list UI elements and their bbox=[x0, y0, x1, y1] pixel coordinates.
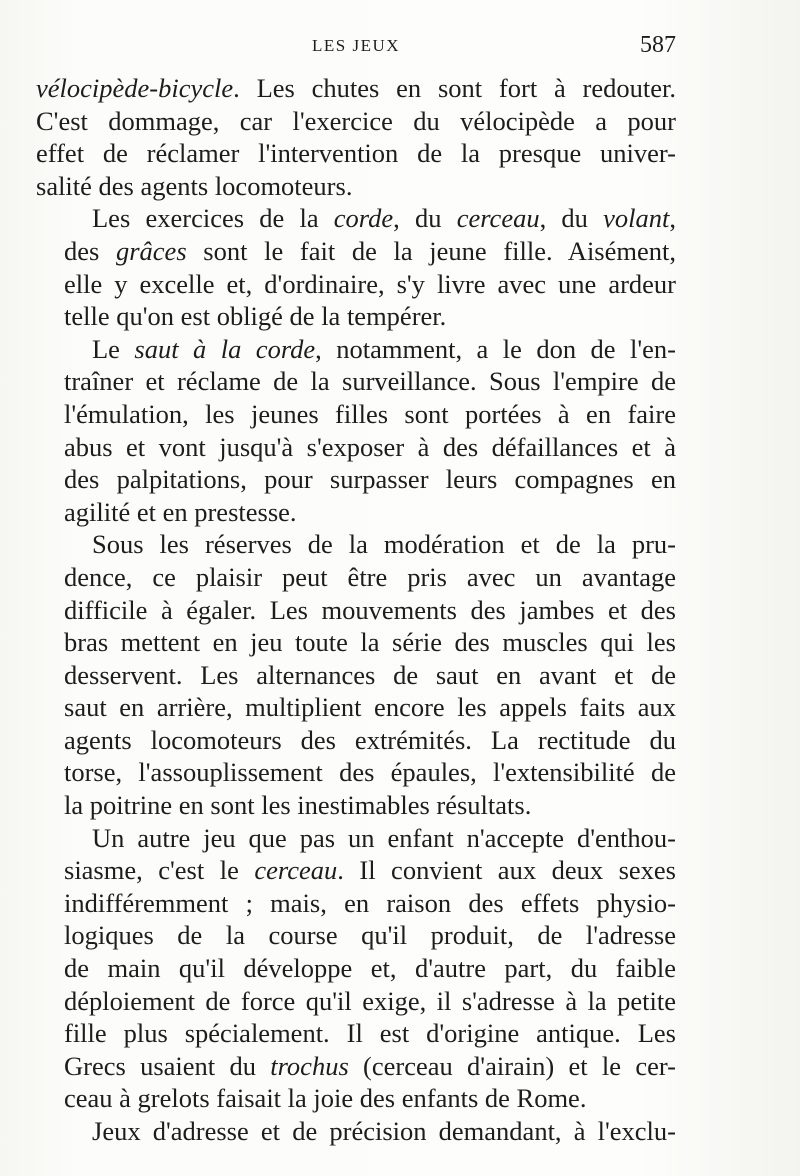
text-run: la poitrine en sont les inestimables résultats. bbox=[64, 790, 532, 821]
italic-text: vélocipède-bicycle bbox=[36, 73, 234, 103]
text-run: Le bbox=[92, 333, 135, 364]
text-line bbox=[36, 1050, 676, 1083]
text-run: Jeux d'adresse et de précision demandant, à l'exclu- bbox=[92, 1116, 676, 1146]
text-run: abus et vont jusqu'à s'exposer à des défaillances et à bbox=[64, 431, 676, 462]
text-run: fille plus spécialement. Il est d'origine antique. Les bbox=[64, 1018, 676, 1049]
page-number: 587 bbox=[640, 32, 676, 58]
text-run: des bbox=[64, 235, 116, 266]
text-line bbox=[36, 626, 676, 659]
italic-text: volant bbox=[603, 203, 670, 234]
text-run: l'émulation, les jeunes filles sont portées à en faire bbox=[64, 398, 676, 429]
text-line bbox=[36, 398, 676, 431]
text-line bbox=[36, 72, 676, 105]
text-line bbox=[36, 235, 676, 268]
text-line bbox=[36, 137, 676, 170]
text-run: telle qu'on est obligé de la tempérer. bbox=[64, 301, 447, 332]
text-line bbox=[36, 528, 676, 561]
paragraph bbox=[36, 528, 676, 821]
paragraph bbox=[36, 333, 676, 529]
text-line bbox=[36, 789, 676, 822]
italic-text: corde bbox=[333, 203, 394, 234]
paragraph bbox=[36, 822, 676, 1115]
text-run: saut en arrière, multiplient encore les appels faits aux bbox=[64, 692, 676, 723]
text-line bbox=[36, 333, 676, 366]
text-run: salité des agents locomoteurs. bbox=[36, 170, 353, 201]
paragraph bbox=[36, 202, 676, 332]
italic-text: saut à la corde bbox=[134, 333, 316, 364]
text-run: Grecs usaient du bbox=[64, 1050, 271, 1081]
text-run: agents locomoteurs des extrémités. La rectitude du bbox=[64, 724, 676, 755]
text-line bbox=[36, 822, 676, 855]
text-run: siasme, c'est le bbox=[64, 855, 255, 886]
paragraph bbox=[36, 1115, 676, 1148]
text-line bbox=[36, 854, 676, 887]
text-run: traîner et réclame de la surveillance. Sous l'empire de bbox=[64, 366, 676, 397]
text-line bbox=[36, 365, 676, 398]
text-run: . Il convient aux deux sexes bbox=[337, 855, 676, 886]
text-run: (cerceau d'airain) et le cer- bbox=[348, 1050, 676, 1081]
italic-text: grâces bbox=[115, 235, 187, 266]
text-run: des palpitations, pour surpasser leurs compagnes en bbox=[64, 464, 676, 495]
text-run: sont le fait de la jeune fille. Aisément, bbox=[186, 235, 676, 266]
text-run: difficile à égaler. Les mouvements des jambes et des bbox=[64, 594, 676, 625]
text-run: de main qu'il développe et, d'autre part, du faible bbox=[64, 953, 676, 984]
text-line bbox=[36, 594, 676, 627]
page-header bbox=[36, 34, 676, 60]
text-run: C'est dommage, car l'exercice du vélocipède a pour bbox=[36, 105, 676, 136]
text-line bbox=[36, 300, 676, 333]
text-line bbox=[36, 691, 676, 724]
text-run: indifféremment ; mais, en raison des effets physio- bbox=[64, 887, 676, 918]
text-line bbox=[36, 919, 676, 952]
italic-text: cerceau bbox=[456, 203, 540, 234]
text-line bbox=[36, 1115, 676, 1148]
text-run: , notamment, a le don de l'en- bbox=[315, 333, 676, 364]
text-run: agilité et en prestesse. bbox=[64, 496, 297, 527]
text-run: déploiement de force qu'il exige, il s'adresse à la petite bbox=[64, 985, 676, 1016]
text-line bbox=[36, 496, 676, 529]
text-run: , du bbox=[393, 203, 457, 234]
text-run: elle y excelle et, d'ordinaire, s'y livre avec une ardeur bbox=[64, 268, 676, 299]
text-line bbox=[36, 105, 676, 138]
text-run: Sous les réserves de la modération et de la pru- bbox=[92, 529, 676, 560]
text-run: logiques de la course qu'il produit, de l'adresse bbox=[64, 920, 676, 951]
text-run: bras mettent en jeu toute la série des muscles qui les bbox=[64, 627, 676, 658]
text-run: Les exercices de la bbox=[92, 203, 334, 234]
text-run: effet de réclamer l'intervention de la presque univer- bbox=[36, 138, 676, 169]
body-text bbox=[36, 72, 676, 1148]
text-run: , du bbox=[539, 203, 604, 234]
text-run: desservent. Les alternances de saut en avant et de bbox=[64, 659, 676, 690]
text-run: . Les chutes en sont fort à redouter. bbox=[233, 73, 676, 103]
text-line bbox=[36, 756, 676, 789]
italic-text: cerceau bbox=[254, 855, 338, 886]
text-line bbox=[36, 887, 676, 920]
text-line bbox=[36, 268, 676, 301]
text-line bbox=[36, 952, 676, 985]
italic-text: trochus bbox=[270, 1050, 349, 1081]
text-run: torse, l'assouplissement des épaules, l'extensibilité de bbox=[64, 757, 676, 788]
text-line bbox=[36, 202, 676, 235]
paragraph bbox=[36, 72, 676, 202]
text-run: dence, ce plaisir peut être pris avec un avantage bbox=[64, 561, 676, 592]
text-line bbox=[36, 1017, 676, 1050]
text-line bbox=[36, 561, 676, 594]
text-line bbox=[36, 170, 676, 203]
text-run: , bbox=[669, 203, 677, 234]
text-line bbox=[36, 724, 676, 757]
text-run: Un autre jeu que pas un enfant n'accepte d'enthou- bbox=[92, 822, 676, 853]
text-run: ceau à grelots faisait la joie des enfants de Rome. bbox=[64, 1083, 587, 1114]
text-line bbox=[36, 463, 676, 496]
running-head: LES JEUX bbox=[311, 36, 401, 55]
text-line bbox=[36, 431, 676, 464]
text-line bbox=[36, 659, 676, 692]
text-line bbox=[36, 985, 676, 1018]
text-line bbox=[36, 1082, 676, 1115]
